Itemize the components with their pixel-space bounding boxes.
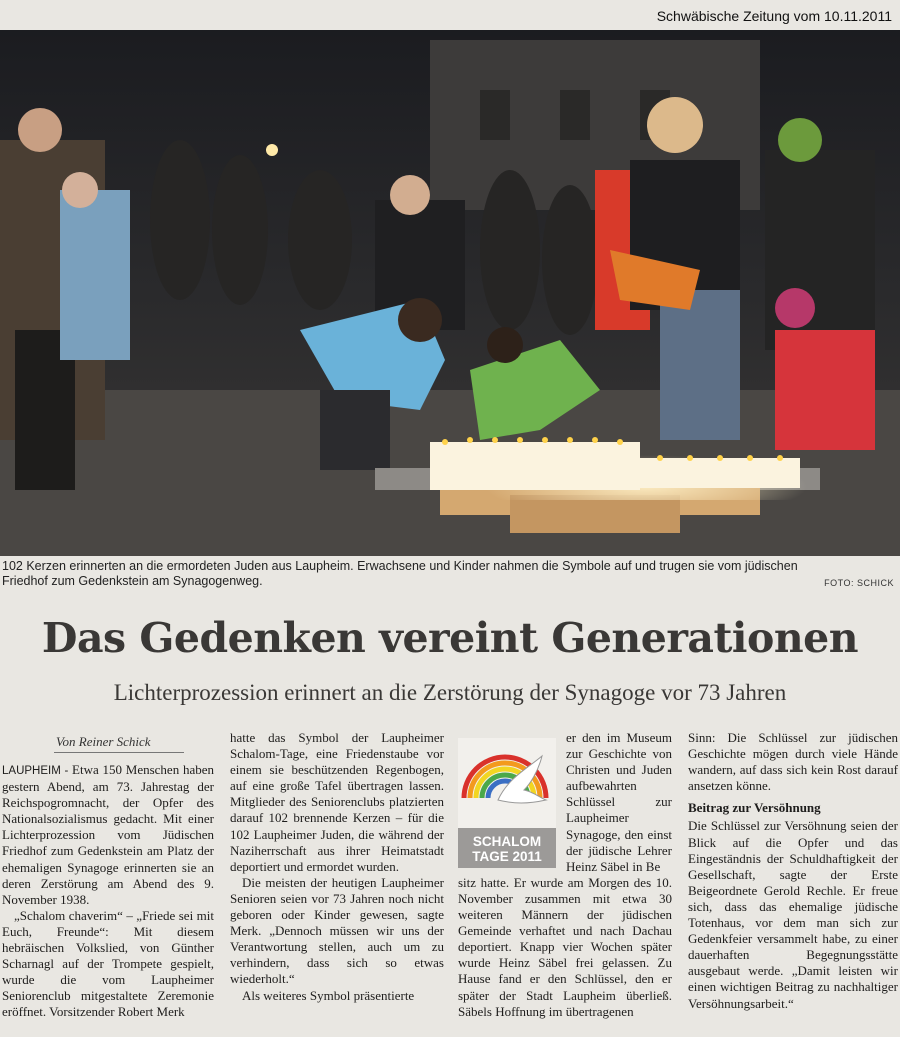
logo-line-2: TAGE 2011 <box>472 849 542 864</box>
paragraph: Die Schlüssel zur Versöhnung seien der Blick auf die Opfer und das Eingeständnis der Schuldhaftigkeit der Gesellschaft, sagte der Erste Beigeordnete Gerold Rechle. Er freue sich, dass das ehemalige jüdische Totenhaus, vor dem man sich zur Gedenkfeier versammelt habe, zu einer dauerhaften Begegnungsstätte ausgebaut werde. „Damit leisten wir einen wichtigen Beitrag zu nachhaltiger Versöhnungsarbeit.“ <box>688 818 898 1011</box>
subheading: Beitrag zur Versöhnung <box>688 800 821 816</box>
source-label: Schwäbische Zeitung vom 10.11.2011 <box>656 8 892 24</box>
photo-illustration <box>0 30 900 556</box>
subheadline: Lichterprozession erinnert an die Zerstörung der Synagoge vor 73 Jahren <box>113 680 787 705</box>
photo-caption: 102 Kerzen erinnerten an die ermordeten Juden aus Laupheim. Erwachsene und Kinder nahmen die Symbole auf und trugen sie vom jüdischen Friedhof zum Gedenkstein am Synagogenweg. <box>2 559 798 588</box>
paragraph: Etwa 150 Menschen haben gestern Abend, am 73. Jahrestag der Reichspogromnacht, der Opfer des Nationalsozialismus gedacht. Mit einer Lichterprozession vom Jüdischen Friedhof zum Gedenkstein am Platz der ehemaligen Synagoge erinnerten sie an deren Zerstörung am Abend des 9. November 1938. <box>2 762 214 907</box>
headline: Das Gedenken vereint Generationen <box>41 614 859 662</box>
photo-credit: FOTO: SCHICK <box>824 578 894 588</box>
paragraph: Als weiteres Symbol präsentierte <box>242 987 415 1003</box>
article-column-2 <box>230 730 444 1004</box>
paragraph: hatte das Symbol der Laupheimer Schalom-Tage, eine Friedenstaube vor einem sie beschützenden Regenbogen, auf eine große Tafel übertragen lassen. Mitglieder des Seniorenclubs platzierten darauf 102 brennende Kerzen – für die 102 Laupheimer Juden, die während der Naziherrschaft aus ihrer Heimatstadt deportiert und ermordet wurden. <box>230 730 444 874</box>
article-column-4 <box>688 730 898 1012</box>
article-column-1 <box>2 762 214 1021</box>
author-byline: Von Reiner Schick <box>56 734 151 749</box>
article-column-3 <box>458 730 672 1020</box>
byline-divider <box>54 752 184 753</box>
paragraph: „Schalom chaverim“ – „Friede sei mit Euch, Freunde“: Mit diesem hebräischen Volkslied, von Günther Scharnagl auf der Trompete gespielt, wurde die vom Laupheimer Seniorenclub mitgestaltete Zeremonie eröffnet. Vorsitzender Robert Merk <box>2 907 214 1020</box>
logo-line-1: SCHALOM <box>472 834 542 849</box>
news-photo <box>0 30 900 556</box>
dateline: LAUPHEIM - <box>2 765 73 777</box>
paragraph: Die meisten der heutigen Laupheimer Senioren seien vor 73 Jahren noch nicht geboren oder Kinder gewesen, sagte Merk. „Dennoch müssen wir uns der Verantwortung stellen, auch um zu verhindern, dass sich so etwas wiederholt.“ <box>230 874 444 987</box>
paragraph: Sinn: Die Schlüssel zur jüdischen Geschichte mögen durch viele Hände wandern, auf dass sich kein Rost darauf ansetzen könne. <box>688 730 898 794</box>
paragraph: er den im Museum zur Geschichte von Christen und Juden aufbewahrten Schlüssel zur Laupheimer Synagoge, den einst der jüdische Lehrer Heinz Säbel in Be sitz hatte. Er wurde am Morgen des 10. November zusammen mit etwa 30 weiteren Männern der jüdischen Gemeinde verhaftet und nach Dachau deportiert. Knapp vier Wochen später wurde Heinz Säbel frei gelassen. Zu Hause fand er den Schlüssel, den er später der Stadt Laupheim überließ. Säbels Hoffnung im übertragenen <box>458 730 672 1019</box>
